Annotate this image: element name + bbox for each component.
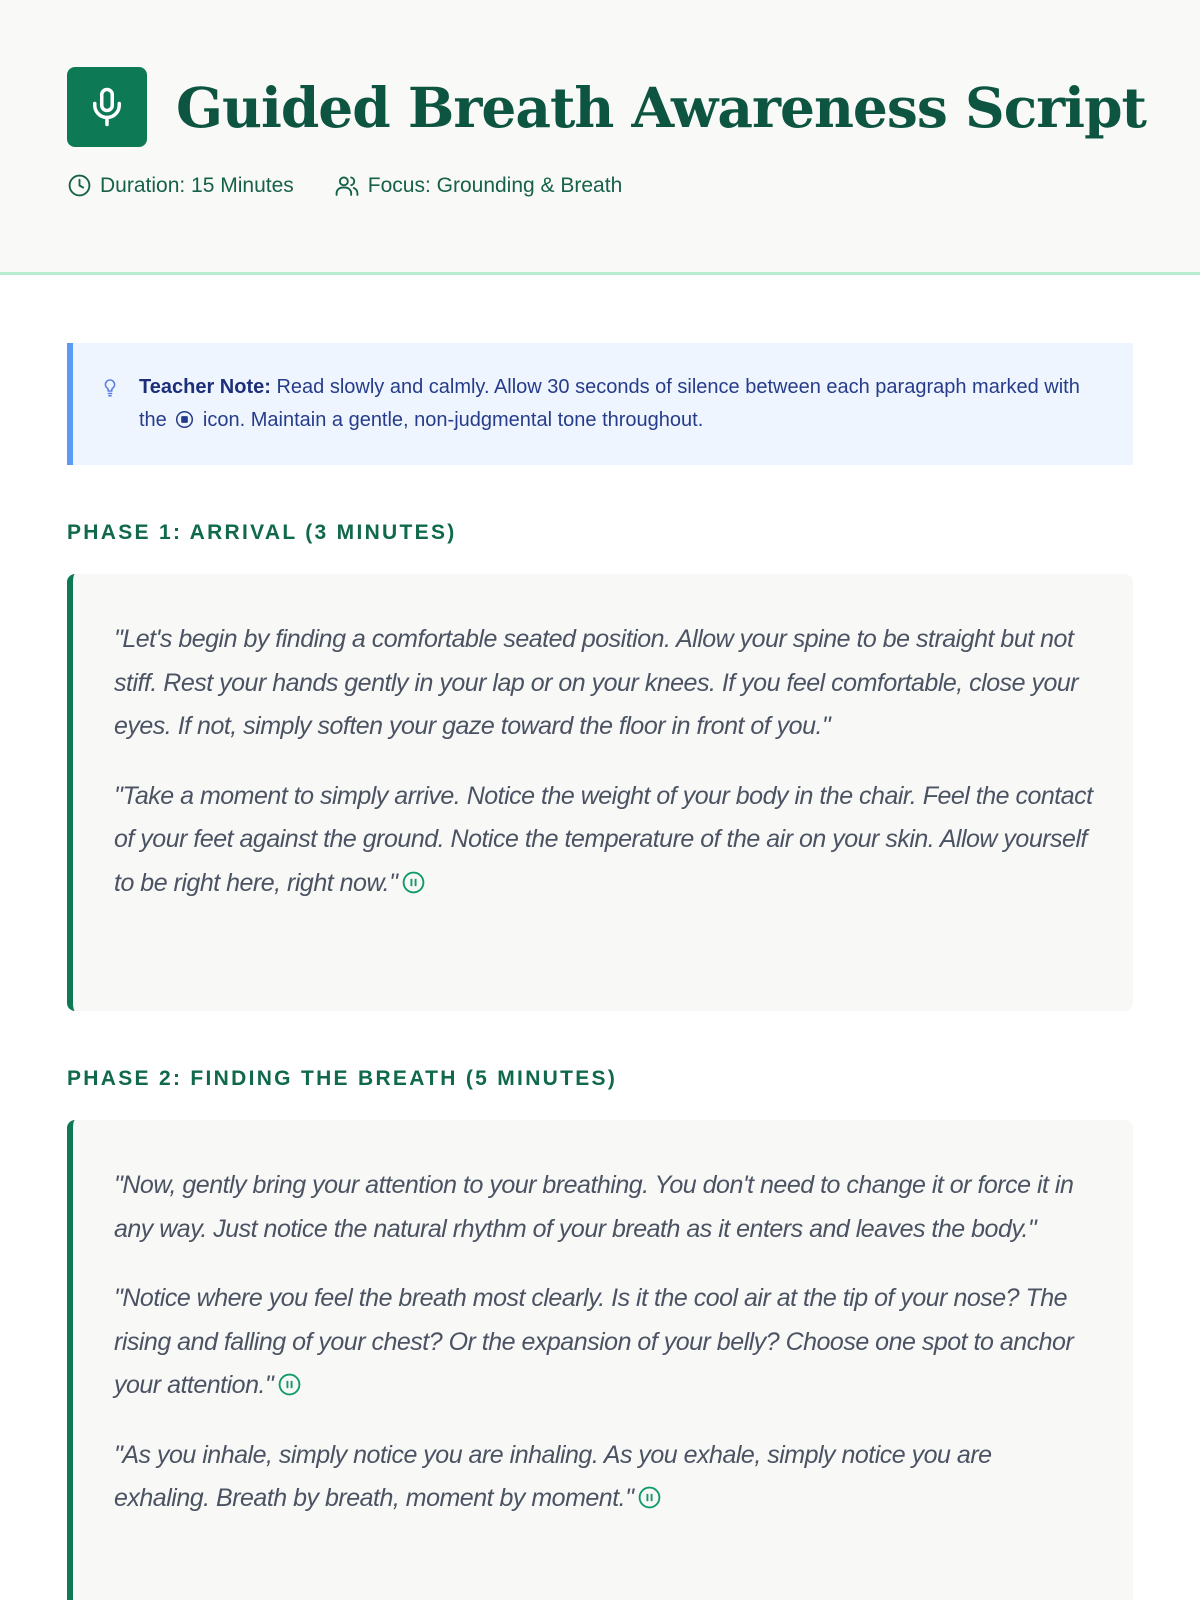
clock-icon (67, 173, 92, 198)
phase-2-paragraph (114, 1277, 1093, 1408)
teacher-note-text (139, 371, 1093, 437)
teacher-note-text-end: icon. Maintain a gentle, non-judgmental tone throughout. (197, 409, 704, 431)
teacher-note-label: Teacher Note: (139, 376, 271, 398)
microphone-icon (67, 67, 147, 147)
duration-text: Duration: 15 Minutes (100, 173, 294, 197)
page-header (0, 0, 1200, 275)
paragraph-text: "Notice where you feel the breath most clearly. Is it the cool air at the tip of your nose? The rising and falling of your chest? Or the expansion of your belly? Choose one spot to anchor your attention." (114, 1284, 1074, 1399)
phase-1-paragraph (114, 775, 1093, 906)
duration-meta (67, 173, 294, 198)
focus-meta (334, 173, 622, 198)
paragraph-text: "As you inhale, simply notice you are inhaling. As you exhale, simply notice you are exhaling. Breath by breath, moment by moment." (114, 1440, 992, 1512)
teacher-note-text-start: Read slowly and calmly. Allow 30 seconds of silence between each paragraph marked with the (139, 376, 1080, 431)
pause-icon (277, 1372, 302, 1397)
meta-row (67, 173, 1133, 198)
phase-2-title: PHASE 2: FINDING THE BREATH (5 MINUTES) (67, 1067, 618, 1090)
paragraph-text: "Now, gently bring your attention to your breathing. You don't need to change it or force it in any way. Just notice the natural rhythm of your breath as it enters and leaves the body." (114, 1171, 1074, 1243)
teacher-note (67, 343, 1133, 465)
paragraph-text: "Let's begin by finding a comfortable seated position. Allow your spine to be straight but not stiff. Rest your hands gently in your lap or on your knees. If you feel comfortable, close your eyes. If not, simply soften your gaze toward the floor in front of you." (114, 625, 1079, 740)
title-row (67, 67, 1146, 147)
pause-icon (401, 870, 426, 895)
phase-1-card (67, 574, 1133, 1011)
focus-text: Focus: Grounding & Breath (367, 173, 623, 197)
phase-2-paragraph (114, 1434, 1093, 1521)
phase-1-paragraph (114, 618, 1093, 749)
phase-1-title: PHASE 1: ARRIVAL (3 MINUTES) (67, 521, 457, 544)
pause-marker-icon (175, 410, 194, 429)
page-title: Guided Breath Awareness Script (176, 74, 1146, 140)
phase-2-card (67, 1120, 1133, 1600)
pause-icon (637, 1485, 662, 1510)
phase-2-paragraph (114, 1164, 1093, 1251)
lightbulb-icon (103, 378, 117, 398)
paragraph-text: "Take a moment to simply arrive. Notice the weight of your body in the chair. Feel the contact of your feet against the ground. Notice the temperature of the air on your skin. Allow yourself to be right here, right now." (114, 781, 1093, 897)
users-icon (334, 173, 360, 198)
script-content (0, 275, 1200, 1600)
